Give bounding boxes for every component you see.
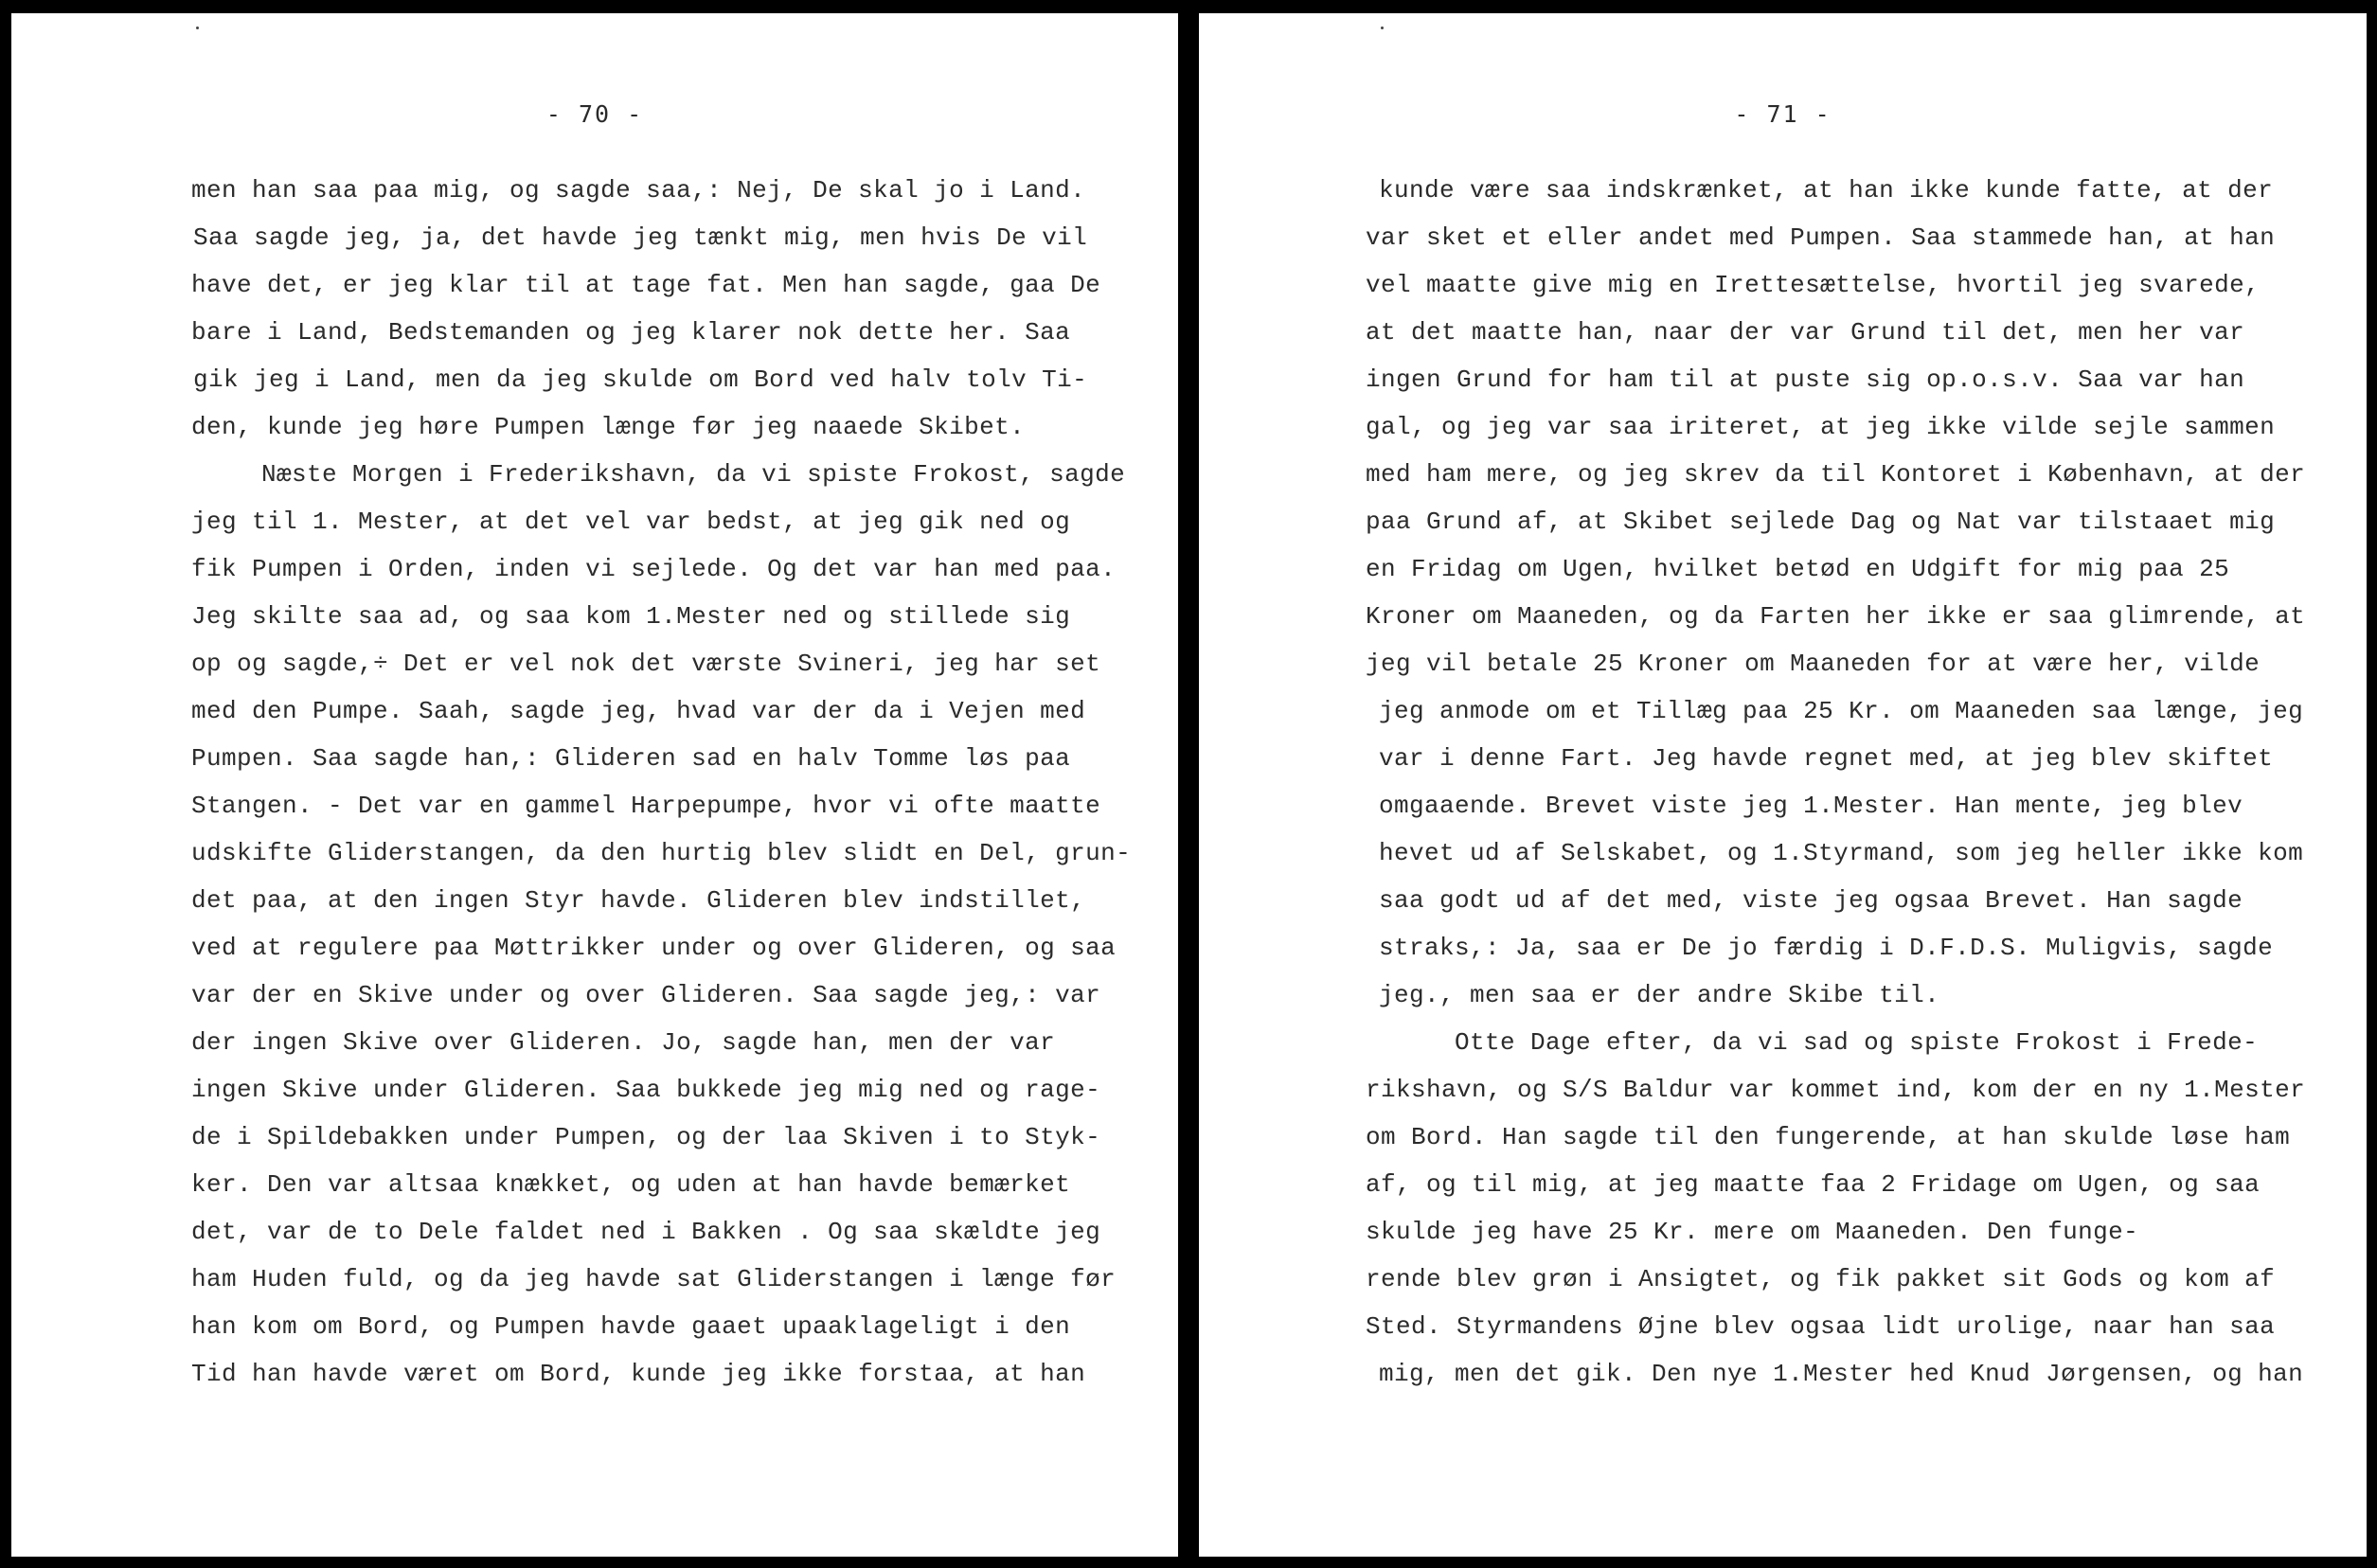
text-line: rikshavn, og S/S Baldur var kommet ind, kom der en ny 1.Mester xyxy=(1366,1076,2306,1104)
text-line: ham Huden fuld, og da jeg havde sat Gliderstangen i længe før xyxy=(191,1265,1117,1293)
page-number: - 71 - xyxy=(1734,100,1832,128)
text-line: var der en Skive under og over Glideren. Saa sagde jeg,: var xyxy=(191,981,1101,1009)
text-line: med den Pumpe. Saah, sagde jeg, hvad var der da i Vejen med xyxy=(191,697,1086,725)
text-line: de i Spildebakken under Pumpen, og der laa Skiven i to Styk- xyxy=(191,1123,1101,1151)
page-number: - 70 - xyxy=(545,100,644,128)
text-line: saa godt ud af det med, viste jeg ogsaa Brevet. Han sagde xyxy=(1379,886,2243,915)
text-line: med ham mere, og jeg skrev da til Kontoret i København, at der xyxy=(1366,460,2306,489)
text-line: gal, og jeg var saa iriteret, at jeg ikke vilde sejle sammen xyxy=(1366,413,2276,441)
text-line: han kom om Bord, og Pumpen havde gaaet upaaklageligt i den xyxy=(191,1312,1071,1341)
text-line: have det, er jeg klar til at tage fat. Men han sagde, gaa De xyxy=(191,271,1101,299)
text-line: der ingen Skive over Glideren. Jo, sagde han, men der var xyxy=(191,1028,1056,1057)
text-line: jeg vil betale 25 Kroner om Maaneden for at være her, vilde xyxy=(1366,650,2261,678)
text-line: Stangen. - Det var en gammel Harpepumpe, hvor vi ofte maatte xyxy=(191,792,1101,820)
text-line: mig, men det gik. Den nye 1.Mester hed Knud Jørgensen, og han xyxy=(1379,1360,2304,1388)
text-line: skulde jeg have 25 Kr. mere om Maaneden. Den funge- xyxy=(1366,1218,2139,1246)
text-line: Otte Dage efter, da vi sad og spiste Frokost i Frede- xyxy=(1455,1028,2259,1057)
text-line: af, og til mig, at jeg maatte faa 2 Fridage om Ugen, og saa xyxy=(1366,1170,2261,1199)
text-line: om Bord. Han sagde til den fungerende, at han skulde løse ham xyxy=(1366,1123,2291,1151)
text-line: op og sagde,÷ Det er vel nok det værste Svineri, jeg har set xyxy=(191,650,1101,678)
right-page xyxy=(1199,13,2367,1557)
text-line: var sket et eller andet med Pumpen. Saa stammede han, at han xyxy=(1366,223,2276,252)
text-line: at det maatte han, naar der var Grund til det, men her var xyxy=(1366,318,2245,347)
text-line: vel maatte give mig en Irettesættelse, hvortil jeg svarede, xyxy=(1366,271,2261,299)
text-line: men han saa paa mig, og sagde saa,: Nej, De skal jo i Land. xyxy=(191,176,1086,205)
text-line: jeg anmode om et Tillæg paa 25 Kr. om Maaneden saa længe, jeg xyxy=(1379,697,2304,725)
text-line: Jeg skilte saa ad, og saa kom 1.Mester ned og stillede sig xyxy=(191,602,1071,631)
text-line: udskifte Gliderstangen, da den hurtig blev slidt en Del, grun- xyxy=(191,839,1132,867)
page-speck xyxy=(1381,27,1384,29)
text-line: den, kunde jeg høre Pumpen længe før jeg naaede Skibet. xyxy=(191,413,1026,441)
text-line: Pumpen. Saa sagde han,: Glideren sad en halv Tomme løs paa xyxy=(191,744,1071,773)
text-line: bare i Land, Bedstemanden og jeg klarer nok dette her. Saa xyxy=(191,318,1071,347)
text-line: kunde være saa indskrænket, at han ikke kunde fatte, at der xyxy=(1379,176,2274,205)
text-line: Saa sagde jeg, ja, det havde jeg tænkt mig, men hvis De vil xyxy=(193,223,1088,252)
left-page xyxy=(11,13,1178,1557)
text-line: fik Pumpen i Orden, inden vi sejlede. Og det var han med paa. xyxy=(191,555,1117,583)
text-line: ingen Grund for ham til at puste sig op.o.s.v. Saa var han xyxy=(1366,365,2245,394)
text-line: en Fridag om Ugen, hvilket betød en Udgift for mig paa 25 xyxy=(1366,555,2230,583)
text-line: omgaaende. Brevet viste jeg 1.Mester. Han mente, jeg blev xyxy=(1379,792,2243,820)
text-line: paa Grund af, at Skibet sejlede Dag og Nat var tilstaaet mig xyxy=(1366,508,2276,536)
page-body-text xyxy=(11,174,1178,1388)
text-line: jeg., men saa er der andre Skibe til. xyxy=(1379,981,1940,1009)
text-line: ker. Den var altsaa knækket, og uden at han havde bemærket xyxy=(191,1170,1071,1199)
text-line: ingen Skive under Glideren. Saa bukkede jeg mig ned og rage- xyxy=(191,1076,1101,1104)
text-line: gik jeg i Land, men da jeg skulde om Bord ved halv tolv Ti- xyxy=(193,365,1088,394)
text-line: Næste Morgen i Frederikshavn, da vi spiste Frokost, sagde xyxy=(261,460,1126,489)
text-line: Kroner om Maaneden, og da Farten her ikke er saa glimrende, at xyxy=(1366,602,2306,631)
text-line: rende blev grøn i Ansigtet, og fik pakket sit Gods og kom af xyxy=(1366,1265,2276,1293)
page-body-text xyxy=(1199,174,2366,1388)
text-line: det, var de to Dele faldet ned i Bakken . Og saa skældte jeg xyxy=(191,1218,1101,1246)
text-line: hevet ud af Selskabet, og 1.Styrmand, som jeg heller ikke kom xyxy=(1379,839,2304,867)
page-speck xyxy=(196,27,199,29)
text-line: var i denne Fart. Jeg havde regnet med, at jeg blev skiftet xyxy=(1379,744,2274,773)
text-line: jeg til 1. Mester, at det vel var bedst, at jeg gik ned og xyxy=(191,508,1071,536)
text-line: Tid han havde været om Bord, kunde jeg ikke forstaa, at han xyxy=(191,1360,1086,1388)
text-line: straks,: Ja, saa er De jo færdig i D.F.D.S. Muligvis, sagde xyxy=(1379,934,2274,962)
text-line: ved at regulere paa Møttrikker under og over Glideren, og saa xyxy=(191,934,1117,962)
text-line: det paa, at den ingen Styr havde. Glideren blev indstillet, xyxy=(191,886,1086,915)
text-line: Sted. Styrmandens Øjne blev ogsaa lidt urolige, naar han saa xyxy=(1366,1312,2276,1341)
